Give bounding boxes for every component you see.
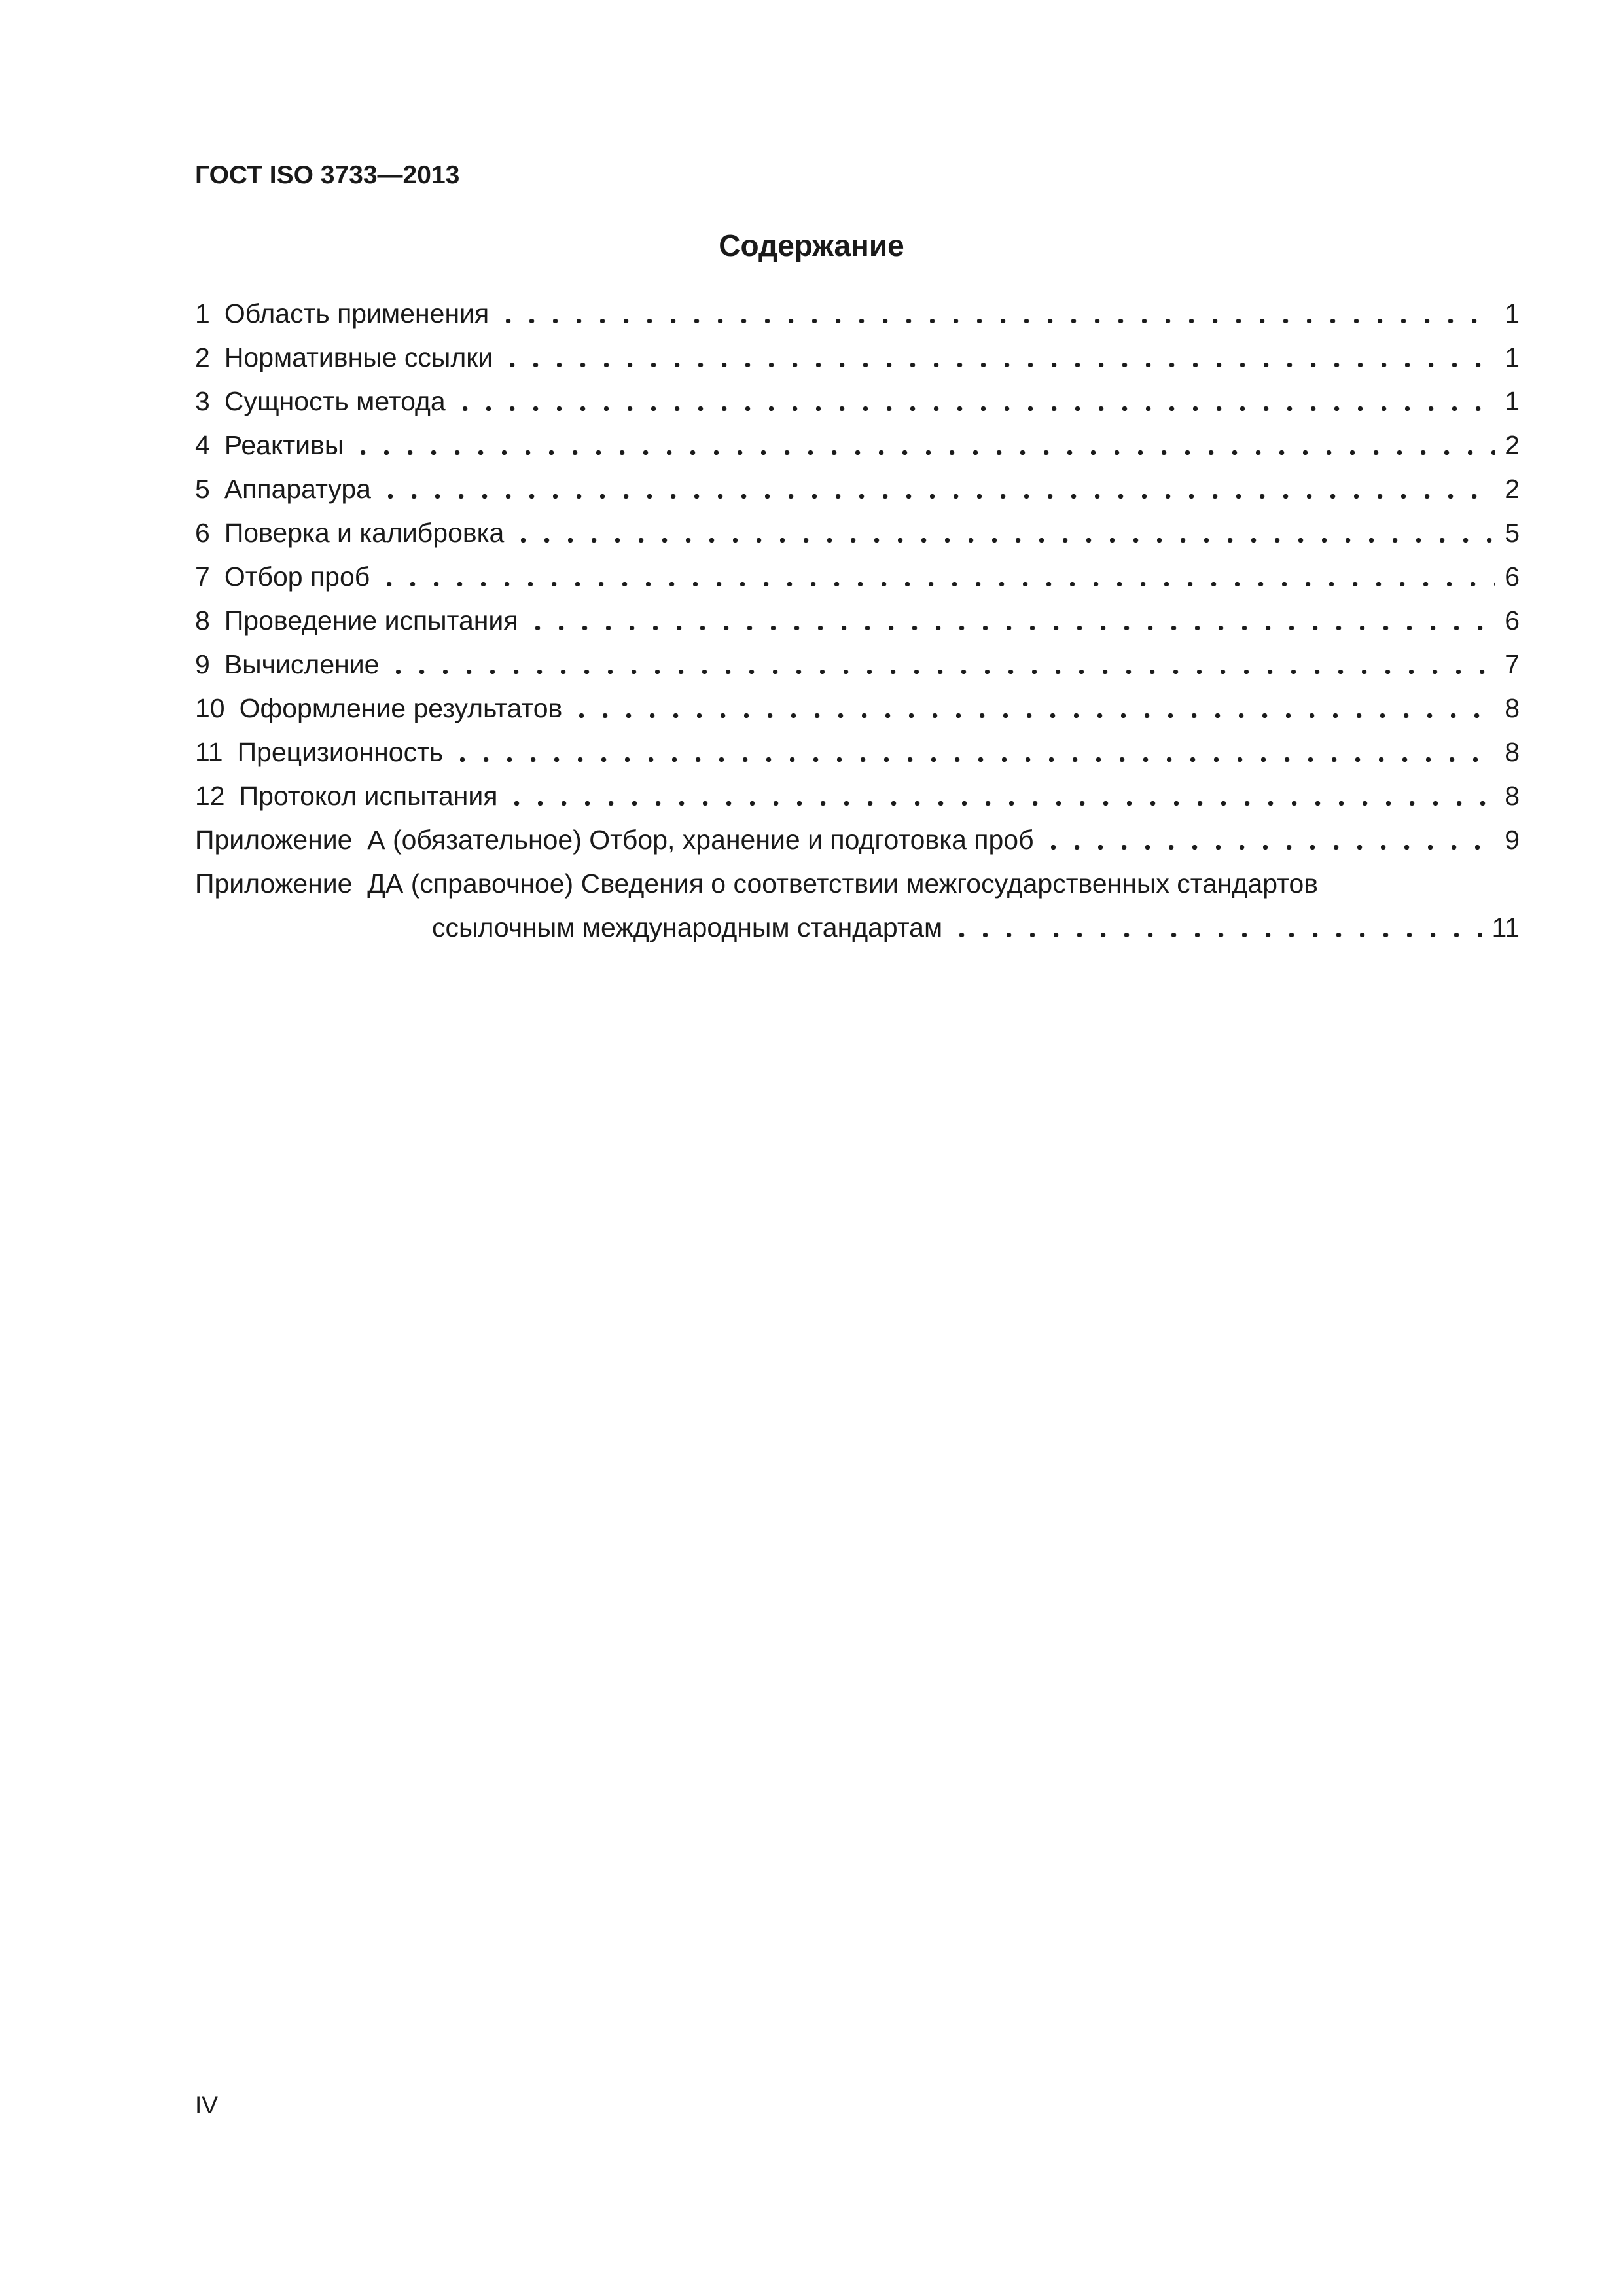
- page-number-footer: IV: [195, 2092, 218, 2119]
- toc-entry-page: 8: [1505, 737, 1520, 767]
- toc-entry-page: 9: [1505, 825, 1520, 855]
- toc-appendix-entry-continuation: [195, 906, 1520, 950]
- toc-entry-page: 11: [1491, 912, 1520, 942]
- dot-leader: [382, 467, 1495, 511]
- toc-entry-label: Нормативные ссылки: [224, 342, 493, 372]
- toc-entry-label: Приложение ДА (справочное) Сведения о соответствии межгосударственных стандартов: [195, 869, 1319, 899]
- toc-entry-page: 2: [1505, 474, 1520, 504]
- toc-entry-page: 1: [1505, 342, 1520, 372]
- toc-entry: [195, 423, 1520, 467]
- toc-appendix-entry: [195, 862, 1520, 906]
- dot-leader: [389, 643, 1495, 687]
- toc-entry-number: 4: [195, 430, 210, 460]
- toc-entry-label: ссылочным международным стандартам: [432, 912, 943, 942]
- contents-title: Содержание: [719, 228, 904, 262]
- toc-entry-label: Поверка и калибровка: [224, 518, 505, 548]
- toc-entry-number: 8: [195, 605, 210, 636]
- toc-entry-label: Прецизионность: [237, 737, 444, 767]
- toc-entry-label: Приложение А (обязательное) Отбор, хранение и подготовка проб: [195, 825, 1034, 855]
- dot-leader: [503, 336, 1495, 380]
- toc-entry-number: 12: [195, 781, 225, 811]
- toc-entry-page: 5: [1505, 518, 1520, 548]
- dot-leader: [529, 599, 1496, 643]
- toc-entry-number: 9: [195, 649, 210, 679]
- toc-entry-page: 2: [1505, 430, 1520, 460]
- toc-entry: [195, 643, 1520, 687]
- dot-leader: [573, 687, 1495, 730]
- toc-entry-number: 1: [195, 298, 210, 329]
- dot-leader: [454, 730, 1495, 774]
- toc-entry-label: Протокол испытания: [239, 781, 498, 811]
- toc-entry: [195, 599, 1520, 643]
- toc-entry-page: 6: [1505, 562, 1520, 592]
- toc-entry-page: 1: [1505, 386, 1520, 416]
- dot-leader: [953, 906, 1482, 950]
- toc-entry: [195, 292, 1520, 336]
- toc-entry-page: 6: [1505, 605, 1520, 636]
- toc-entry-number: 11: [195, 737, 223, 767]
- table-of-contents: [195, 292, 1520, 950]
- dot-leader: [508, 774, 1495, 818]
- toc-entry-label: Сущность метода: [224, 386, 446, 416]
- toc-entry-number: 7: [195, 562, 210, 592]
- toc-appendix-entry: [195, 818, 1520, 862]
- toc-entry: [195, 511, 1520, 555]
- toc-entry-page: 1: [1505, 298, 1520, 329]
- toc-entry-page: 7: [1505, 649, 1520, 679]
- toc-entry-label: Аппаратура: [224, 474, 371, 504]
- toc-entry-number: 5: [195, 474, 210, 504]
- toc-entry-label: Область применения: [224, 298, 490, 329]
- dot-leader: [354, 423, 1495, 467]
- toc-entry-number: 6: [195, 518, 210, 548]
- toc-entry-label: Проведение испытания: [224, 605, 518, 636]
- toc-entry-label: Отбор проб: [224, 562, 370, 592]
- dot-leader: [380, 555, 1495, 599]
- toc-entry: [195, 336, 1520, 380]
- dot-leader: [514, 511, 1495, 555]
- document-header: ГОСТ ISO 3733—2013: [195, 161, 460, 189]
- toc-entry: [195, 555, 1520, 599]
- toc-entry-number: 10: [195, 693, 225, 723]
- dot-leader: [456, 380, 1495, 423]
- toc-entry-page: 8: [1505, 693, 1520, 723]
- toc-entry: [195, 687, 1520, 730]
- toc-entry-number: 2: [195, 342, 210, 372]
- toc-entry-label: Оформление результатов: [239, 693, 563, 723]
- toc-entry: [195, 467, 1520, 511]
- toc-entry-label: Реактивы: [224, 430, 344, 460]
- toc-entry-number: 3: [195, 386, 210, 416]
- toc-entry: [195, 380, 1520, 423]
- dot-leader: [1044, 818, 1496, 862]
- toc-entry: [195, 774, 1520, 818]
- dot-leader: [499, 292, 1495, 336]
- toc-entry-label: Вычисление: [224, 649, 380, 679]
- toc-entry: [195, 730, 1520, 774]
- toc-entry-page: 8: [1505, 781, 1520, 811]
